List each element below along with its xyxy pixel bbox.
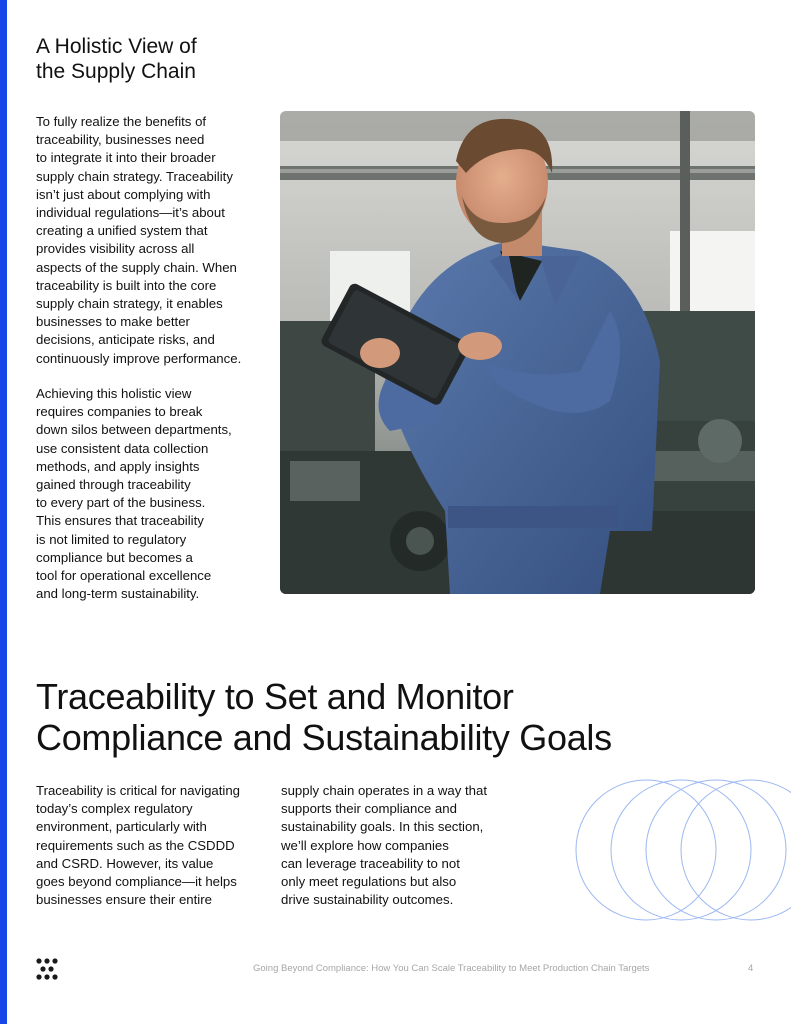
text-line: goes beyond compliance—it helps: [36, 874, 237, 890]
text-line: sustainability goals. In this section,: [281, 819, 484, 835]
section-title-holistic-view: [36, 34, 197, 84]
text-line: supply chain strategy. Traceability: [36, 168, 233, 184]
body-column-1: [36, 782, 240, 909]
left-accent-bar: [0, 0, 7, 1024]
text-line: today’s complex regulatory: [36, 801, 193, 817]
text-line: and CSRD. However, its value: [36, 855, 214, 871]
text-line: and long-term sustainability.: [36, 586, 200, 602]
text-line: Achieving this holistic view: [36, 386, 192, 401]
text-line: Traceability is critical for navigating: [36, 783, 240, 798]
decorative-circles: [575, 779, 791, 926]
text-line: decisions, anticipate risks, and: [36, 332, 215, 348]
text-line: supply chain strategy, it enables: [36, 296, 223, 312]
page-number: 4: [748, 963, 754, 974]
text-line: to integrate it into their broader: [36, 150, 216, 166]
title-line: Compliance and Sustainability Goals: [36, 717, 612, 758]
text-line: This ensures that traceability: [36, 513, 204, 529]
text-line: traceability is built into the core: [36, 277, 217, 293]
text-line: individual regulations—it’s about: [36, 205, 225, 221]
text-line: requires companies to break: [36, 404, 203, 420]
text-line: methods, and apply insights: [36, 458, 200, 474]
text-line: To fully realize the benefits of: [36, 114, 207, 129]
text-line: gained through traceability: [36, 477, 191, 493]
text-line: is not limited to regulatory: [36, 531, 187, 547]
text-line: drive sustainability outcomes.: [281, 892, 454, 908]
text-line: down silos between departments,: [36, 422, 232, 438]
section-title-traceability-goals: [36, 676, 612, 758]
text-line: isn’t just about complying with: [36, 186, 211, 202]
dot-cluster-logo-icon: [36, 958, 58, 985]
text-line: only meet regulations but also: [281, 874, 457, 890]
text-line: use consistent data collection: [36, 440, 209, 456]
text-line: businesses to make better: [36, 314, 190, 330]
title-line: the Supply Chain: [36, 60, 196, 83]
body-paragraph-1: [36, 113, 276, 368]
text-line: provides visibility across all: [36, 241, 195, 257]
text-line: compliance but becomes a: [36, 549, 193, 565]
text-line: traceability, businesses need: [36, 132, 205, 148]
worker-with-tablet-photo: [280, 111, 755, 594]
text-line: can leverage traceability to not: [281, 855, 460, 871]
title-line: Traceability to Set and Monitor: [36, 676, 514, 717]
body-column-2: [281, 782, 487, 909]
text-line: tool for operational excellence: [36, 568, 212, 584]
text-line: requirements such as the CSDDD: [36, 837, 235, 853]
text-line: supply chain operates in a way that: [281, 783, 487, 798]
body-paragraph-2: [36, 385, 276, 603]
text-line: businesses ensure their entire: [36, 892, 212, 908]
footer-document-title: Going Beyond Compliance: How You Can Scale Traceability to Meet Production Chain Targets: [253, 963, 650, 974]
title-line: A Holistic View of: [36, 35, 197, 58]
text-line: we’ll explore how companies: [281, 837, 449, 853]
text-line: environment, particularly with: [36, 819, 207, 835]
text-line: supports their compliance and: [281, 801, 457, 817]
text-line: creating a unified system that: [36, 223, 208, 239]
text-line: continuously improve performance.: [36, 350, 242, 366]
text-line: aspects of the supply chain. When: [36, 259, 237, 275]
text-line: to every part of the business.: [36, 495, 206, 511]
